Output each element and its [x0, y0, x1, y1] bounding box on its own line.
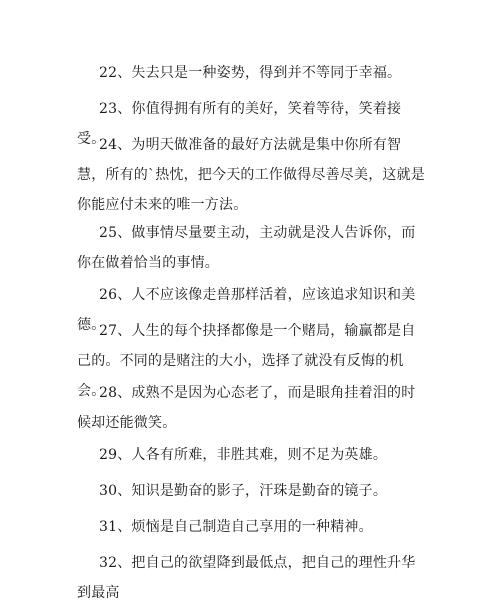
paragraph-26: 26、人不应该像走兽那样活着，应该追求知识和美德。	[77, 287, 416, 333]
paragraph-30: 30、知识是勤奋的影子，汗珠是勤奋的镜子。	[99, 483, 388, 499]
paragraph-27: 27、人生的每个抉择都像是一个赌局，输赢都是自己的。不同的是赌注的大小，选择了就没有反悔的机会。	[77, 323, 416, 399]
paragraph-25: 25、做事情尽量要主动，主动就是没人告诉你，而你在做着恰当的事情。	[77, 225, 416, 271]
paragraph-32: 32、把自己的欲望降到最低点，把自己的理性升华到最高	[77, 555, 416, 601]
paragraph-22: 22、失去只是一种姿势，得到并不等同于幸福。	[99, 65, 402, 81]
paragraph-29: 29、人各有所难，非胜其难，则不足为英雄。	[99, 447, 388, 463]
paragraph-28: 28、成熟不是因为心态老了，而是眼角挂着泪的时候却还能微笑。	[77, 385, 416, 431]
paragraph-24: 24、为明天做准备的最好方法就是集中你所有智慧，所有的`热忱，把今天的工作做得尽善尽美，这就是你能应付未来的唯一方法。	[77, 137, 425, 213]
paragraph-31: 31、烦恼是自己制造自己享用的一种精神。	[99, 519, 373, 535]
paragraph-23: 23、你值得拥有所有的美好，笑着等待，笑着接受。	[77, 101, 402, 147]
